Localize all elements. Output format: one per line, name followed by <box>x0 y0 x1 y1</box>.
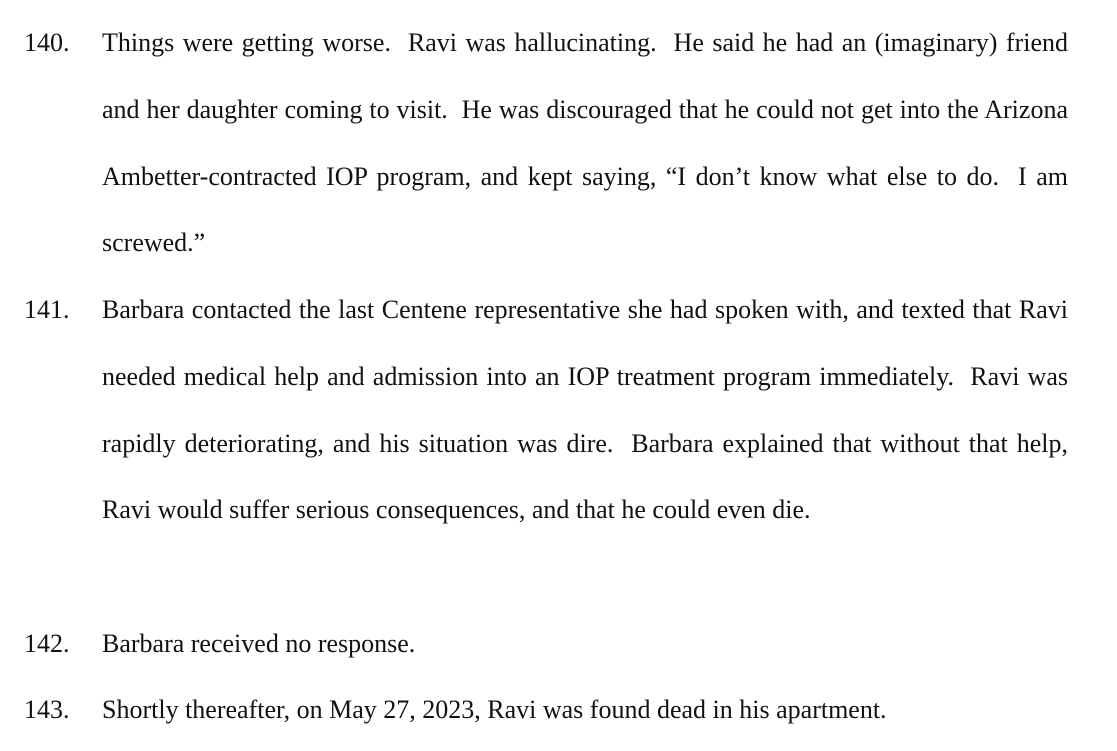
paragraph-141 <box>24 277 1068 544</box>
paragraph-number: 140. <box>24 28 70 57</box>
paragraph-text: Shortly thereafter, on May 27, 2023, Ravi was found dead in his apartment. <box>102 695 887 724</box>
paragraph-text: Things were getting worse. Ravi was hallucinating. He said he had an (imaginary) friend and her daughter coming to visit. He was discouraged that he could not get into the Arizona Ambetter-contracted IOP program, and kept saying, “I don’t know what else to do. I am screwed.” <box>102 28 1068 258</box>
paragraph-text: Barbara received no response. <box>102 629 416 658</box>
paragraph-142 <box>24 611 1068 678</box>
paragraph-140 <box>24 10 1068 277</box>
paragraph-143 <box>24 677 1068 744</box>
paragraph-text: Barbara contacted the last Centene representative she had spoken with, and texted that Ravi needed medical help and admission into an IOP treatment program immediately. Ravi was rapidly deteriorating, and his situation was dire. Barbara explained that without that help, Ravi would suffer serious consequences, and that he could even die. <box>102 295 1068 525</box>
paragraph-number: 141. <box>24 295 70 324</box>
paragraph-number: 143. <box>24 695 70 724</box>
paragraph-number: 142. <box>24 629 70 658</box>
